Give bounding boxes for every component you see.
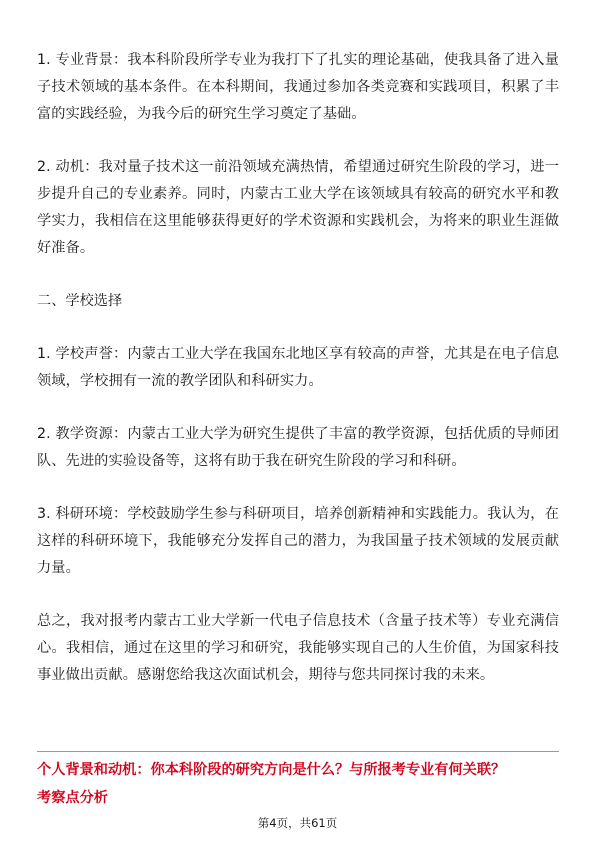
analysis-label: 考察点分析	[37, 790, 108, 806]
paragraph-teaching-resources: 2. 教学资源：内蒙古工业大学为研究生提供了丰富的教学资源，包括优质的导师团队、先进的实验设备等，这将有助于我在研究生阶段的学习和科研。	[37, 426, 559, 469]
section-heading-school-choice: 二、学校选择	[37, 293, 123, 309]
section-divider	[37, 751, 559, 752]
paragraph-conclusion: 总之，我对报考内蒙古工业大学新一代电子信息技术（含量子技术等）专业充满信心。我相信，通过在这里的学习和研究，我能够实现自己的人生价值，为国家科技事业做出贡献。感谢您给我这次面试机会，期待与您共同探讨我的未来。	[37, 613, 559, 683]
paragraph-school-reputation: 1. 学校声誉：内蒙古工业大学在我国东北地区享有较高的声誉，尤其是在电子信息领域，学校拥有一流的教学团队和科研实力。	[37, 346, 559, 389]
page-number: 第4页，共61页	[257, 816, 338, 830]
paragraph-motivation: 2. 动机：我对量子技术这一前沿领域充满热情，希望通过研究生阶段的学习，进一步提升自己的专业素养。同时，内蒙古工业大学在该领域具有较高的研究水平和教学实力，我相信在这里能够获得更好的学术资源和实践机会，为将来的职业生涯做好准备。	[37, 159, 559, 256]
paragraph-professional-background: 1. 专业背景：我本科阶段所学专业为我打下了扎实的理论基础，使我具备了进入量子技术领域的基本条件。在本科期间，我通过参加各类竞赛和实践项目，积累了丰富的实践经验，为我今后的研究生学习奠定了基础。	[37, 52, 559, 122]
paragraph-research-environment: 3. 科研环境：学校鼓励学生参与科研项目，培养创新精神和实践能力。我认为，在这样的科研环境下，我能够充分发挥自己的潜力，为我国量子技术领域的发展贡献力量。	[37, 506, 559, 576]
interview-question: 个人背景和动机：你本科阶段的研究方向是什么？与所报考专业有何关联？	[37, 762, 506, 778]
document-body	[37, 47, 559, 715]
